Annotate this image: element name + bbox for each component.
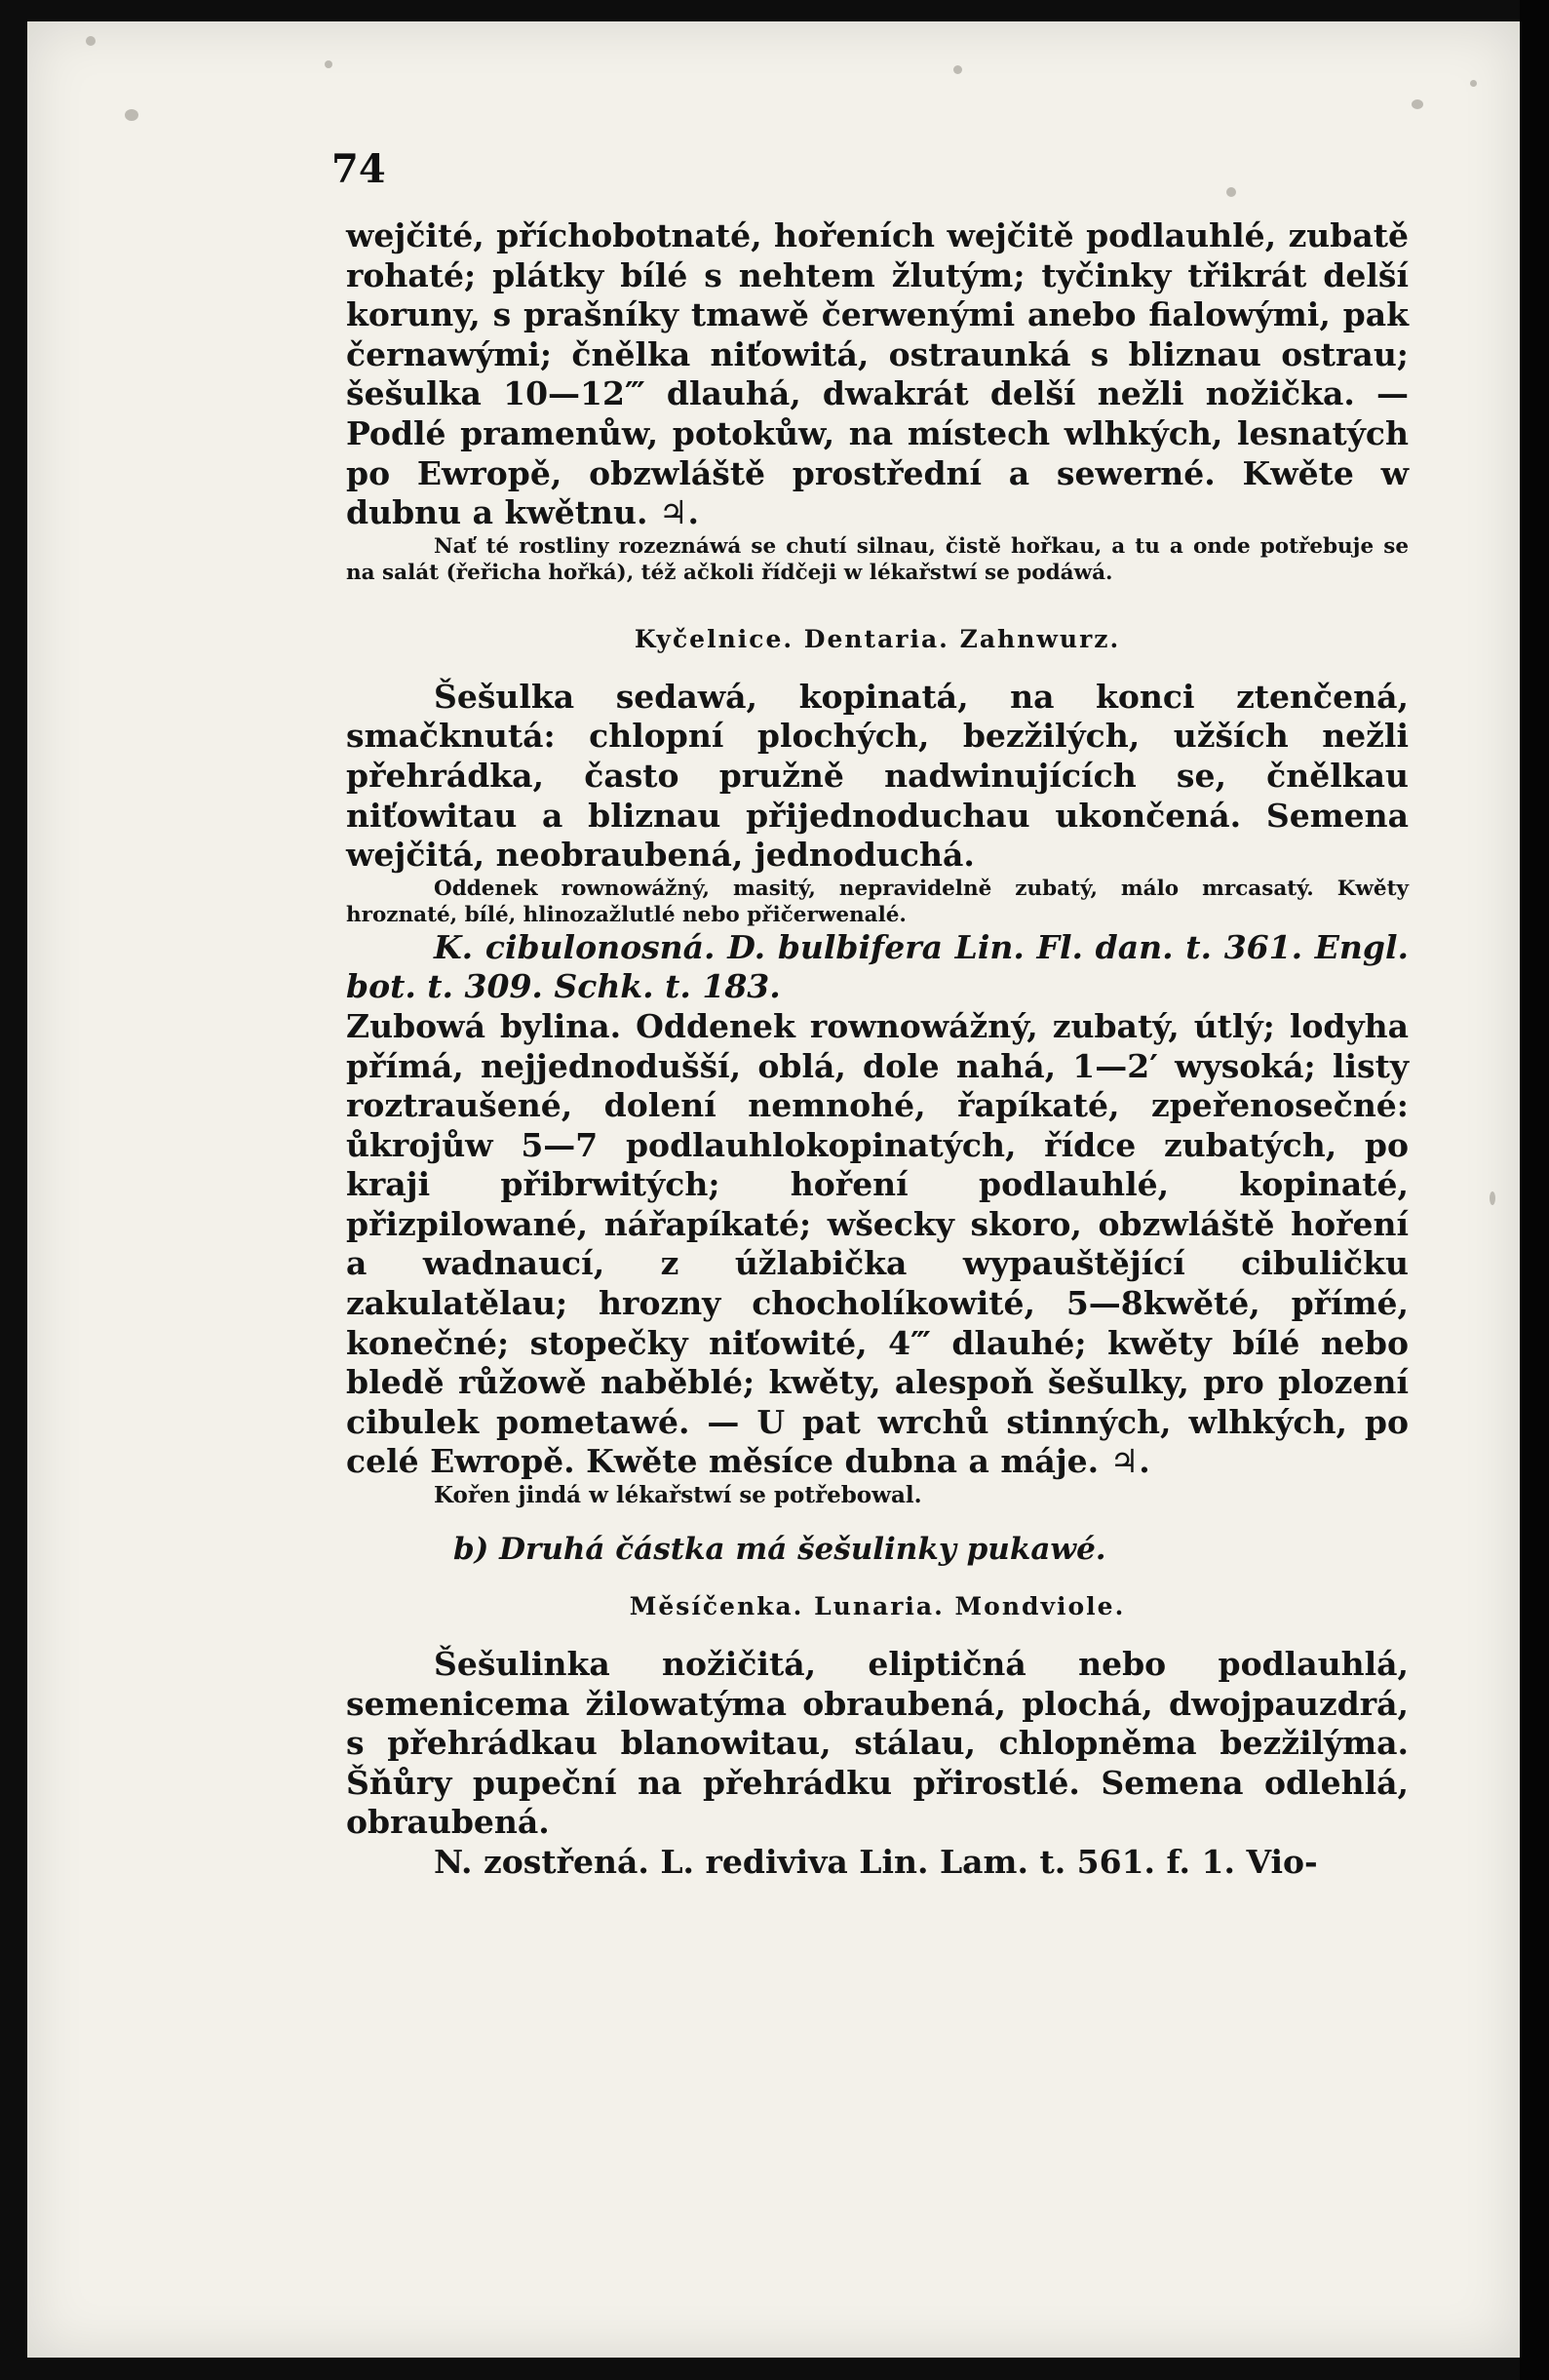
paragraph-bulbifera-description: Zubowá bylina. Oddenek rownowážný, zubatý, útlý; lodyha přímá, nejjednodušší, oblá, dole nahá, 1—2′ wysoká; listy roztraušené, dolení nemnohé, řapíkaté, zpeřenosečné: ůkrojůw 5—7 podlauhlokopinatých, řídce zubatých, po kraji přibrwitých; hoření podlauhlé, kopinaté, přizpilowané, nářapíkaté; wšecky skoro, obzwláště hoření a wadnaucí, z úžlabička wypauštějící cibuličku zakulatělau; hrozny chocholíkowité, 5—8kwěté, přímé, konečné; stopečky niťowité, 4‴ dlauhé; kwěty bílé nebo bledě růžowě naběblé; kwěty, alespoň šešulky, pro plození cibulek pometawé. — U pat wrchů stinných, wlhkých, po celé Ewropě. Kwěte měsíce dubna a máje. ♃.	[346, 1006, 1409, 1481]
subsection-heading: b) Druhá částka má šešulinky pukawé.	[453, 1532, 1106, 1568]
paragraph-cardamine-description: wejčité, příchobotnaté, hořeních wejčitě podlauhlé, zubatě rohaté; plátky bílé s nehtem žlutým; tyčinky třikrát delší koruny, s prašníky tmawě čerwenými anebo fialowými, pak černawými; čnělka niťowitá, ostraunká s bliznau ostrau; šešulka 10—12‴ dlauhá, dwakrát delší nežli nožička. — Podlé pramenůw, potokůw, na místech wlhkých, lesnatých po Ewropě, obzwláště prostřední a sewerné. Kwěte w dubnu a kwětnu. ♃.	[346, 216, 1409, 532]
note-cardamine-usage: Nať té rostliny rozeznáwá se chutí silnau, čistě hořkau, a tu a onde potřebuje se na salát (řeřicha hořká), též ačkoli řídčeji w lékařstwí se podáwá.	[346, 533, 1409, 585]
genus-heading-lunaria: Měsíčenka. Lunaria. Mondviole.	[629, 1592, 1126, 1621]
paragraph-lunaria-description: Šešulinka nožičitá, eliptičná nebo podlauhlá, semenicema žilowatýma obraubená, plochá, dwojpauzdrá, s přehrádkau blanowitau, stálau, chlopněma bezžilýma. Šňůry pupeční na přehrádku přirostlé. Semena odlehlá, obraubená.	[346, 1645, 1409, 1842]
page-number: 74	[331, 146, 386, 192]
paragraph-dentaria-description: Šešulka sedawá, kopinatá, na konci ztenčená, smačknutá: chlopní plochých, bezžilých, užších nežli přehrádka, často pružně nadwinujících se, čnělkau niťowitau a bliznau přijednoduchau ukončená. Semena wejčitá, neobraubená, jednoduchá.	[346, 677, 1409, 875]
note-bulbifera-root: Kořen jindá w lékařstwí se potřebowal.	[434, 1482, 922, 1509]
genus-heading-dentaria: Kyčelnice. Dentaria. Zahnwurz.	[634, 624, 1121, 653]
species-heading-bulbifera: K. cibulonosná. D. bulbifera Lin. Fl. dan. t. 361. Engl. bot. t. 309. Schk. t. 183.	[346, 927, 1409, 1006]
page-content	[346, 216, 1409, 1883]
note-dentaria-rhizome: Oddenek rownowážný, masitý, nepravidelně zubatý, málo mrcasatý. Kwěty hroznaté, bílé, hlinozažlutlé nebo přičerwenalé.	[346, 876, 1409, 927]
species-heading-rediviva: N. zostřená. L. rediviva Lin. Lam. t. 561. f. 1. Vio-	[434, 1843, 1318, 1881]
scan-edge	[1520, 0, 1549, 2380]
